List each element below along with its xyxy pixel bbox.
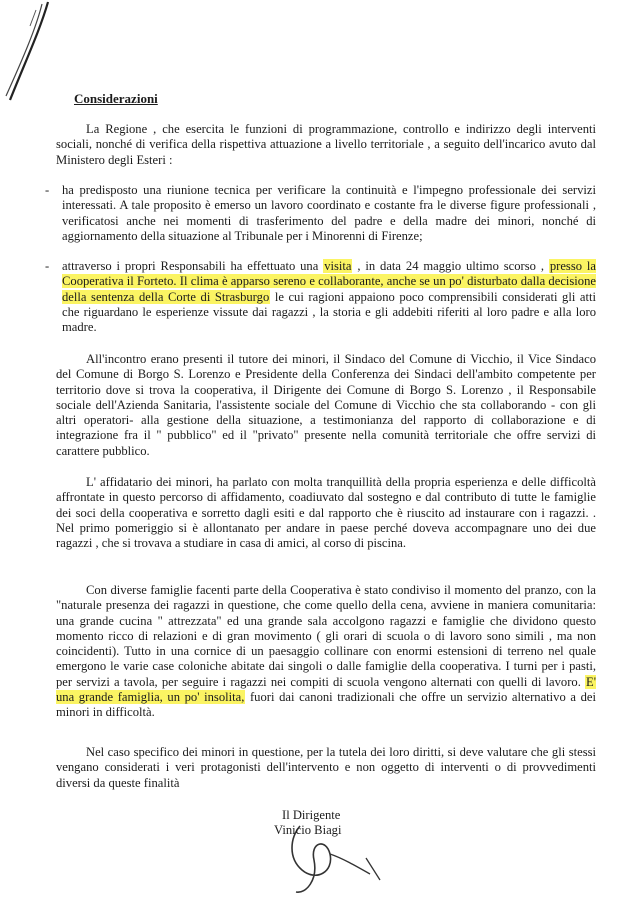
paragraph-affidatario: L' affidatario dei minori, ha parlato con molta tranquillità della propria esperienza e delle difficoltà affrontate in questo percorso di affidamento, coadiuvato dal sostegno e dal contributo di tutte le famiglie dei soci della cooperativa e sorretto dagli esiti e dal rapporto che è riuscito ad instaurare con i ragazzi. . Nel primo pomeriggio si è allontanato per andare in paese perché doveva accompagnare uno dei due ragazzi , che si trovava a studiare in casa di amici, al corso di piscina.: [56, 475, 596, 551]
bullet-text: [62, 259, 596, 335]
highlight-visita: visita: [324, 259, 352, 273]
bullet-marker: -: [45, 183, 50, 197]
paragraph-incontro: All'incontro erano presenti il tutore dei minori, il Sindaco del Comune di Vicchio, il Vice Sindaco del Comune di Borgo S. Lorenzo e Presidente della Conferenza dei Sindaci dell'ambito competente per territorio dove si trova la cooperativa, il Dirigente dei Comune di Borgo S. Lorenzo , il Responsabile sociale dell'Azienda Sanitaria, l'assistente sociale del Comune di Vicchio che sta collaborando - con gli altri operatori- alla gestione della situazione, a testimonianza del rapporto di collaborazione e di integrazione fra il " pubblico" ed il "privato" presente nella comunità territoriale che offre servizi di carattere pubblico.: [56, 352, 596, 458]
section-heading: Considerazioni: [74, 91, 158, 106]
intro-paragraph: La Regione , che esercita le funzioni di programmazione, controllo e indirizzo degli interventi sociali, nonché di verifica della rispettiva attuazione a livello territoriale , a seguito dell'incarico avuto dal Ministero degli Esteri :: [56, 122, 596, 167]
text-segment: fuori dai canoni tradizionali che offre un servizio alternativo a dei minori in difficoltà.: [56, 690, 596, 720]
text-segment: le cui ragioni appaiono poco comprensibili considerati gli atti che riguardano le esperienze vissute dai ragazzi , la storia e gli addebiti riferiti al loro padre e alla loro madre.: [62, 289, 596, 335]
highlight-forteto: presso la Cooperativa il Forteto. Il clima è apparso sereno e collaborante, anche se un po' disturbato dalla decisione della sentenza della Corte di Strasburgo: [62, 259, 596, 304]
text-segment: , in data 24 maggio ultimo scorso ,: [352, 259, 544, 273]
paragraph-famiglie: [56, 583, 596, 721]
text-segment: attraverso i propri Responsabili ha effettuato una: [62, 259, 324, 273]
signature-name: Vinicio Biagi: [274, 822, 342, 837]
paragraph-caso-specifico: Nel caso specifico dei minori in questione, per la tutela dei loro diritti, si deve valutare che gli stessi vengano considerati i veri protagonisti dell'intervento e non oggetto di interventi o di provvedimenti diversi da queste finalità: [56, 745, 596, 790]
highlight-famiglia: E' una grande famiglia, un po' insolita,: [56, 674, 596, 705]
text-segment: Con diverse famiglie facenti parte della Cooperativa è stato condiviso il momento del pranzo, con la "naturale presenza dei ragazzi in questione, che come quello della cena, avviene in maniera comunitaria: una grande cucina " attrezzata" ed una grande sala accolgono ragazzi e famiglie che dividono questo momento ricco di relazioni e di gran movimento ( gli orari di scuola o di lavoro sono simili , ma non coincidenti). Tutto in una cornice di un paesaggio collinare con enormi estensioni di terreno nel quale emergono le varie case coloniche abitate dai singoli o dalle famiglie della cooperativa. I turni per i pasti, per servizi a tavola, per seguire i ragazzi nei compiti di scuola vengono alternati con quelli di lavoro.: [56, 583, 596, 689]
bullet-marker: -: [45, 259, 50, 273]
signature-block: [250, 808, 370, 837]
signature-title: Il Dirigente: [282, 808, 341, 822]
bullet-text: ha predisposto una riunione tecnica per verificare la continuità e l'impegno professionale dei servizi interessati. A tale proposito è emerso un lavoro coordinato e costante fra le diverse figure professionali , verificatosi anche nei momenti di trasferimento del padre e della madre dei minori, nonché di aggiornamento della situazione al Tribunale per i Minorenni di Firenze;: [62, 183, 596, 243]
scan-artifact-mark: [0, 0, 70, 110]
